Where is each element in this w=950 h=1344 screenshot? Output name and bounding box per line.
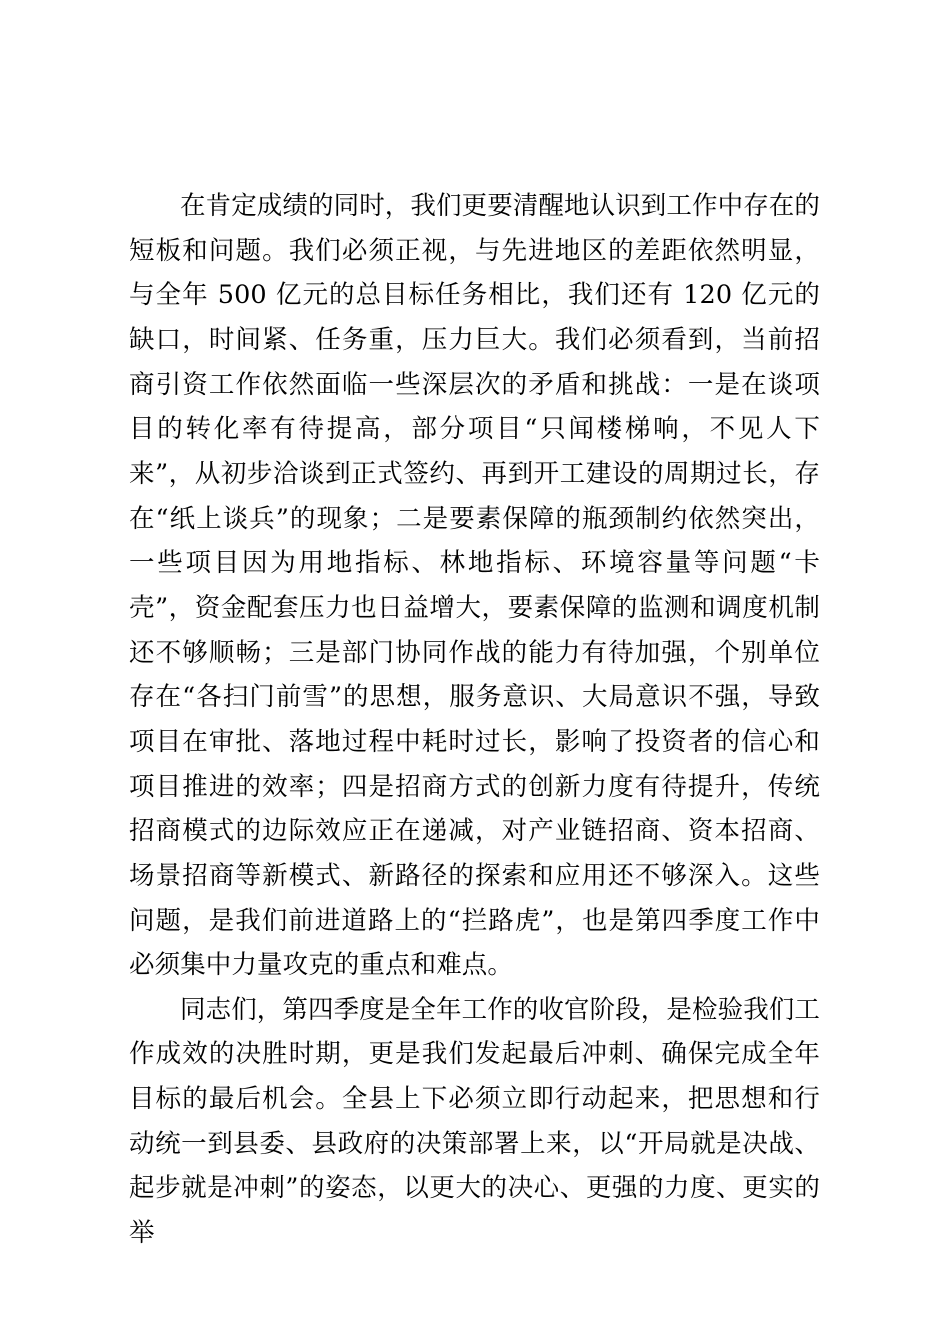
paragraph-problems-analysis: 在肯定成绩的同时，我们更要清醒地认识到工作中存在的短板和问题。我们必须正视，与先进地区的差距依然明显，与全年 500 亿元的总目标任务相比，我们还有 120 亿元的缺口，时间紧、任务重，压力巨大。我们必须看到，当前招商引资工作依然面临一些深层次的矛盾和挑战：一是在谈项目的转化率有待提高，部分项目“只闻楼梯响，不见人下来”，从初步洽谈到正式签约、再到开工建设的周期过长，存在“纸上谈兵”的现象；二是要素保障的瓶颈制约依然突出，一些项目因为用地指标、林地指标、环境容量等问题“卡壳”，资金配套压力也日益增大，要素保障的监测和调度机制还不够顺畅；三是部门协同作战的能力有待加强，个别单位存在“各扫门前雪”的思想，服务意识、大局意识不强，导致项目在审批、落地过程中耗时过长，影响了投资者的信心和项目推进的效率；四是招商方式的创新力度有待提升，传统招商模式的边际效应正在递减，对产业链招商、资本招商、场景招商等新模式、新路径的探索和应用还不够深入。这些问题，是我们前进道路上的“拦路虎”，也是第四季度工作中必须集中力量攻克的重点和难点。	[129, 191, 821, 981]
paragraph-q4-mobilization: 同志们，第四季度是全年工作的收官阶段，是检验我们工作成效的决胜时期，更是我们发起最后冲刺、确保完成全年目标的最后机会。全县上下必须立即行动起来，把思想和行动统一到县委、县政府的决策部署上来，以“开局就是决战、起步就是冲刺”的姿态，以更大的决心、更强的力度、更实的举	[129, 994, 821, 1249]
document-body	[129, 184, 820, 1256]
